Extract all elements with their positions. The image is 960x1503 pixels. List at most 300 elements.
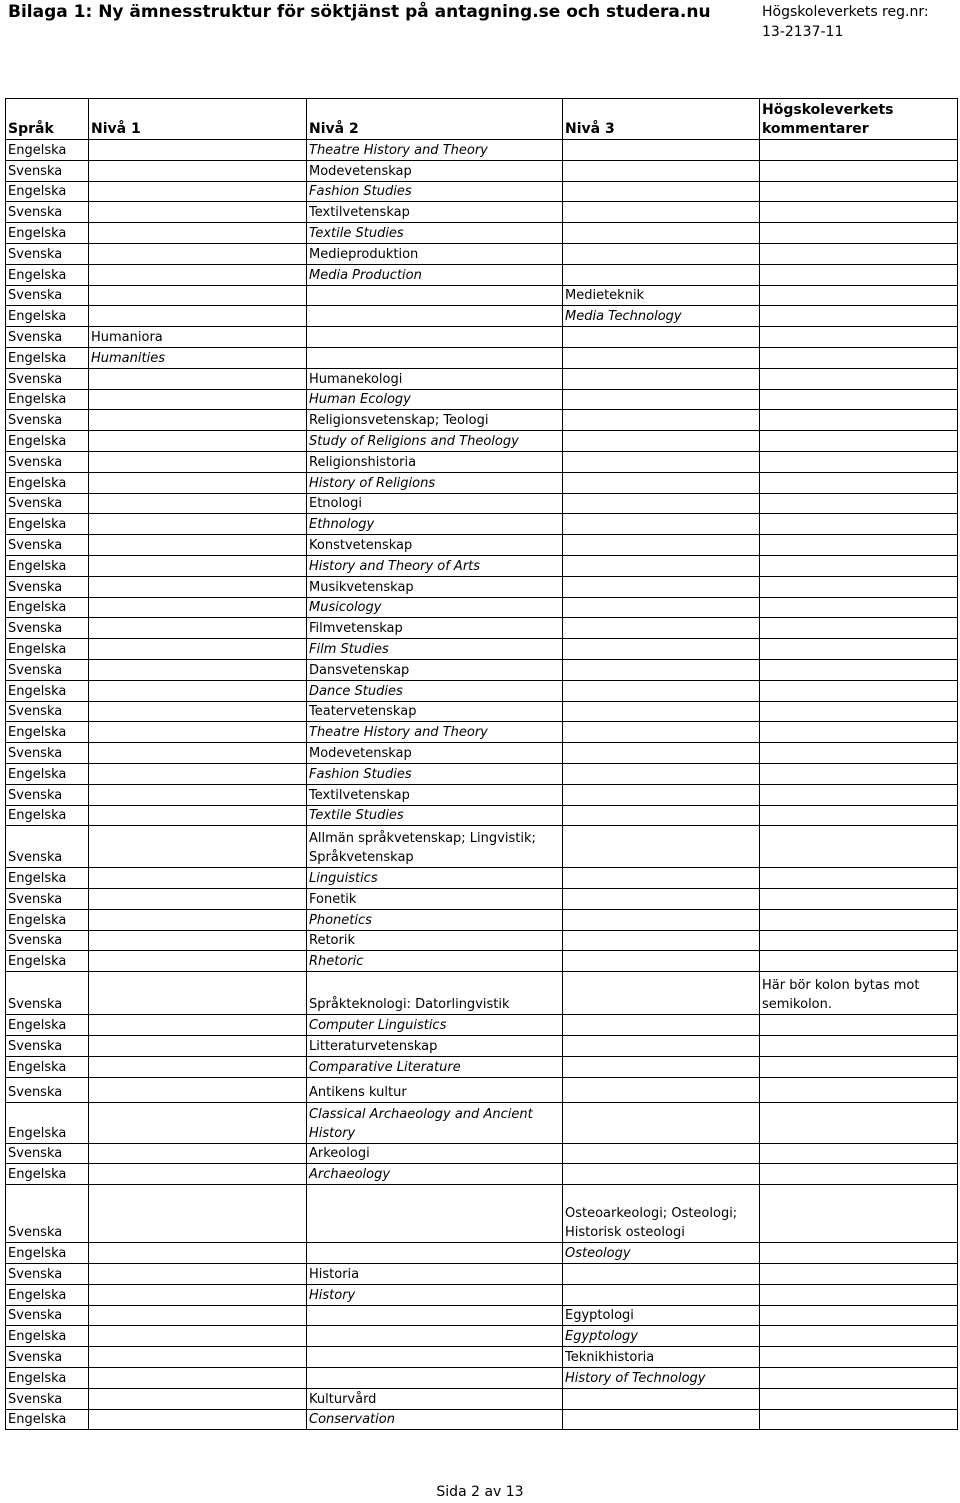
- cell-level-3: [563, 1015, 760, 1036]
- table-row: [6, 202, 958, 223]
- cell-comment: [760, 431, 958, 452]
- subject-structure-table: [5, 98, 958, 1430]
- table-row: [6, 140, 958, 161]
- cell-level-1: [89, 535, 307, 556]
- cell-language: Svenska: [6, 1036, 89, 1057]
- cell-level-2: Kulturvård: [307, 1388, 563, 1409]
- cell-language: Engelska: [6, 1409, 89, 1430]
- cell-level-1: [89, 1102, 307, 1143]
- cell-level-3: [563, 784, 760, 805]
- table-row: [6, 368, 958, 389]
- cell-level-2: Fashion Studies: [307, 181, 563, 202]
- table-row: [6, 493, 958, 514]
- cell-level-2: [307, 1326, 563, 1347]
- cell-level-1: Humaniora: [89, 327, 307, 348]
- cell-level-1: [89, 701, 307, 722]
- cell-level-1: [89, 202, 307, 223]
- table-row: [6, 1264, 958, 1285]
- cell-level-2: Conservation: [307, 1409, 563, 1430]
- cell-comment: [760, 493, 958, 514]
- cell-language: Svenska: [6, 243, 89, 264]
- cell-level-1: [89, 1185, 307, 1243]
- cell-comment: [760, 410, 958, 431]
- cell-level-1: [89, 1347, 307, 1368]
- table-row: [6, 535, 958, 556]
- cell-level-1: [89, 1368, 307, 1389]
- cell-level-1: [89, 1284, 307, 1305]
- cell-level-3: [563, 763, 760, 784]
- cell-language: Svenska: [6, 1077, 89, 1102]
- cell-level-3: [563, 1388, 760, 1409]
- cell-language: Engelska: [6, 868, 89, 889]
- cell-level-1: [89, 826, 307, 868]
- cell-level-3: Osteoarkeologi; Osteologi; Historisk osteologi: [563, 1185, 760, 1243]
- table-body: [6, 99, 958, 1430]
- cell-level-1: [89, 472, 307, 493]
- cell-comment: [760, 368, 958, 389]
- cell-comment: [760, 743, 958, 764]
- cell-comment: [760, 243, 958, 264]
- cell-level-3: [563, 202, 760, 223]
- cell-level-1: [89, 743, 307, 764]
- column-header-level-1: Nivå 1: [89, 99, 307, 140]
- table-row: [6, 1164, 958, 1185]
- cell-level-3: [563, 410, 760, 431]
- cell-level-2: Konstvetenskap: [307, 535, 563, 556]
- cell-comment: [760, 826, 958, 868]
- table-row: [6, 680, 958, 701]
- cell-level-1: [89, 659, 307, 680]
- cell-level-1: [89, 160, 307, 181]
- cell-level-3: [563, 597, 760, 618]
- cell-level-3: Teknikhistoria: [563, 1347, 760, 1368]
- table-row: [6, 389, 958, 410]
- cell-comment: [760, 1102, 958, 1143]
- cell-comment: [760, 1347, 958, 1368]
- cell-language: Engelska: [6, 1243, 89, 1264]
- table-row: [6, 1102, 958, 1143]
- cell-level-2: Phonetics: [307, 909, 563, 930]
- cell-comment: [760, 285, 958, 306]
- cell-language: Svenska: [6, 576, 89, 597]
- cell-language: Engelska: [6, 722, 89, 743]
- cell-comment: [760, 327, 958, 348]
- cell-level-2: Fashion Studies: [307, 763, 563, 784]
- cell-level-2: Modevetenskap: [307, 160, 563, 181]
- cell-level-3: [563, 701, 760, 722]
- cell-comment: [760, 805, 958, 826]
- cell-language: Engelska: [6, 181, 89, 202]
- table-row: [6, 722, 958, 743]
- table-row: [6, 285, 958, 306]
- cell-level-2: Study of Religions and Theology: [307, 431, 563, 452]
- table-row: [6, 618, 958, 639]
- table-row: [6, 555, 958, 576]
- cell-comment: [760, 1056, 958, 1077]
- cell-comment: [760, 1368, 958, 1389]
- cell-level-3: Media Technology: [563, 306, 760, 327]
- cell-level-2: [307, 1243, 563, 1264]
- cell-level-1: [89, 514, 307, 535]
- cell-level-3: [563, 826, 760, 868]
- cell-level-2: History of Religions: [307, 472, 563, 493]
- cell-language: Engelska: [6, 140, 89, 161]
- table-row: [6, 743, 958, 764]
- table-row: [6, 805, 958, 826]
- cell-level-2: History: [307, 1284, 563, 1305]
- table-row: [6, 1284, 958, 1305]
- table-row: [6, 972, 958, 1015]
- cell-level-1: [89, 410, 307, 431]
- cell-comment: [760, 639, 958, 660]
- table-row: [6, 1347, 958, 1368]
- cell-comment: [760, 535, 958, 556]
- cell-level-3: [563, 1264, 760, 1285]
- cell-level-1: [89, 1409, 307, 1430]
- cell-language: Svenska: [6, 784, 89, 805]
- cell-level-3: [563, 639, 760, 660]
- cell-comment: [760, 451, 958, 472]
- cell-level-1: [89, 223, 307, 244]
- cell-comment: [760, 951, 958, 972]
- cell-level-1: [89, 368, 307, 389]
- cell-language: Svenska: [6, 1388, 89, 1409]
- table-row: [6, 243, 958, 264]
- table-row: [6, 451, 958, 472]
- table-row: [6, 327, 958, 348]
- cell-level-2: Ethnology: [307, 514, 563, 535]
- cell-level-1: [89, 555, 307, 576]
- cell-level-2: Litteraturvetenskap: [307, 1036, 563, 1057]
- cell-level-1: [89, 431, 307, 452]
- column-header-level-2: Nivå 2: [307, 99, 563, 140]
- table-row: [6, 264, 958, 285]
- table-row: [6, 160, 958, 181]
- cell-level-1: [89, 576, 307, 597]
- registration-number: [762, 2, 929, 42]
- table-row: [6, 1368, 958, 1389]
- cell-level-1: [89, 597, 307, 618]
- cell-comment: [760, 659, 958, 680]
- table-row: [6, 1036, 958, 1057]
- cell-level-1: [89, 680, 307, 701]
- cell-comment: [760, 472, 958, 493]
- column-header-comments: Högskoleverkets kommentarer: [760, 99, 958, 140]
- cell-language: Svenska: [6, 972, 89, 1015]
- cell-level-2: Theatre History and Theory: [307, 140, 563, 161]
- table-row: [6, 784, 958, 805]
- cell-language: Svenska: [6, 659, 89, 680]
- cell-language: Engelska: [6, 639, 89, 660]
- cell-language: Engelska: [6, 951, 89, 972]
- cell-level-2: Teatervetenskap: [307, 701, 563, 722]
- cell-comment: [760, 618, 958, 639]
- cell-level-2: [307, 327, 563, 348]
- registration-label: Högskoleverkets reg.nr:: [762, 4, 929, 20]
- table-row: [6, 1388, 958, 1409]
- cell-language: Svenska: [6, 1185, 89, 1243]
- cell-level-3: [563, 805, 760, 826]
- cell-comment: [760, 868, 958, 889]
- cell-level-3: [563, 243, 760, 264]
- cell-level-2: Musicology: [307, 597, 563, 618]
- cell-language: Engelska: [6, 1164, 89, 1185]
- cell-level-3: [563, 889, 760, 910]
- cell-level-3: [563, 514, 760, 535]
- cell-language: Engelska: [6, 223, 89, 244]
- cell-comment: [760, 1305, 958, 1326]
- table-row: [6, 951, 958, 972]
- cell-level-3: [563, 680, 760, 701]
- cell-level-2: Retorik: [307, 930, 563, 951]
- cell-comment: [760, 1388, 958, 1409]
- column-header-language: Språk: [6, 99, 89, 140]
- cell-comment: [760, 1243, 958, 1264]
- cell-level-3: [563, 868, 760, 889]
- table-row: [6, 889, 958, 910]
- cell-level-1: [89, 1077, 307, 1102]
- cell-language: Engelska: [6, 909, 89, 930]
- cell-level-1: [89, 618, 307, 639]
- cell-language: Engelska: [6, 1102, 89, 1143]
- cell-level-1: [89, 930, 307, 951]
- cell-level-3: [563, 264, 760, 285]
- cell-language: Engelska: [6, 347, 89, 368]
- cell-level-3: [563, 368, 760, 389]
- cell-language: Svenska: [6, 701, 89, 722]
- cell-language: Engelska: [6, 306, 89, 327]
- cell-level-3: [563, 1036, 760, 1057]
- cell-comment: [760, 889, 958, 910]
- cell-level-3: [563, 472, 760, 493]
- cell-language: Engelska: [6, 805, 89, 826]
- cell-comment: Här bör kolon bytas mot semikolon.: [760, 972, 958, 1015]
- cell-language: Svenska: [6, 160, 89, 181]
- cell-level-3: [563, 431, 760, 452]
- cell-language: Svenska: [6, 368, 89, 389]
- table-row: [6, 223, 958, 244]
- cell-level-3: [563, 1056, 760, 1077]
- cell-comment: [760, 202, 958, 223]
- cell-language: Svenska: [6, 618, 89, 639]
- cell-level-2: [307, 1347, 563, 1368]
- cell-language: Engelska: [6, 555, 89, 576]
- cell-level-3: [563, 972, 760, 1015]
- cell-level-3: [563, 555, 760, 576]
- cell-level-3: [563, 327, 760, 348]
- cell-comment: [760, 347, 958, 368]
- cell-level-1: Humanities: [89, 347, 307, 368]
- cell-level-1: [89, 451, 307, 472]
- table-row: [6, 1015, 958, 1036]
- cell-comment: [760, 1015, 958, 1036]
- cell-level-2: Human Ecology: [307, 389, 563, 410]
- cell-level-1: [89, 784, 307, 805]
- cell-level-1: [89, 389, 307, 410]
- table-row: [6, 181, 958, 202]
- cell-language: Engelska: [6, 597, 89, 618]
- cell-comment: [760, 1077, 958, 1102]
- cell-level-3: Osteology: [563, 1243, 760, 1264]
- cell-level-3: [563, 181, 760, 202]
- cell-level-3: [563, 951, 760, 972]
- cell-level-3: [563, 1409, 760, 1430]
- cell-level-2: Rhetoric: [307, 951, 563, 972]
- table-header-row: [6, 99, 958, 140]
- cell-level-2: Antikens kultur: [307, 1077, 563, 1102]
- cell-comment: [760, 701, 958, 722]
- cell-comment: [760, 514, 958, 535]
- cell-language: Engelska: [6, 431, 89, 452]
- cell-level-3: [563, 1102, 760, 1143]
- cell-level-2: Media Production: [307, 264, 563, 285]
- cell-language: Svenska: [6, 451, 89, 472]
- cell-comment: [760, 1164, 958, 1185]
- cell-level-1: [89, 285, 307, 306]
- cell-level-1: [89, 805, 307, 826]
- cell-level-2: Textilvetenskap: [307, 202, 563, 223]
- cell-level-3: [563, 909, 760, 930]
- cell-level-1: [89, 889, 307, 910]
- cell-level-3: [563, 1143, 760, 1164]
- cell-level-1: [89, 1164, 307, 1185]
- table-row: [6, 1409, 958, 1430]
- cell-level-2: Allmän språkvetenskap; Lingvistik; Språkvetenskap: [307, 826, 563, 868]
- table-row: [6, 1305, 958, 1326]
- cell-level-3: [563, 1284, 760, 1305]
- cell-level-2: Computer Linguistics: [307, 1015, 563, 1036]
- cell-level-3: [563, 493, 760, 514]
- table-row: [6, 659, 958, 680]
- cell-level-2: Musikvetenskap: [307, 576, 563, 597]
- cell-language: Engelska: [6, 1284, 89, 1305]
- cell-level-2: Dance Studies: [307, 680, 563, 701]
- cell-level-2: Theatre History and Theory: [307, 722, 563, 743]
- cell-level-3: History of Technology: [563, 1368, 760, 1389]
- cell-level-3: [563, 1077, 760, 1102]
- cell-level-3: Egyptologi: [563, 1305, 760, 1326]
- cell-level-2: Linguistics: [307, 868, 563, 889]
- table-row: [6, 472, 958, 493]
- table-row: [6, 868, 958, 889]
- cell-level-2: Humanekologi: [307, 368, 563, 389]
- cell-level-3: [563, 140, 760, 161]
- cell-level-2: [307, 347, 563, 368]
- cell-level-3: [563, 1164, 760, 1185]
- cell-level-1: [89, 181, 307, 202]
- cell-language: Svenska: [6, 1143, 89, 1164]
- cell-level-1: [89, 722, 307, 743]
- cell-comment: [760, 160, 958, 181]
- table-row: [6, 1056, 958, 1077]
- cell-level-2: Textile Studies: [307, 223, 563, 244]
- cell-level-1: [89, 639, 307, 660]
- cell-language: Engelska: [6, 264, 89, 285]
- cell-level-2: Religionsvetenskap; Teologi: [307, 410, 563, 431]
- cell-level-1: [89, 1243, 307, 1264]
- cell-comment: [760, 763, 958, 784]
- cell-level-2: Språkteknologi: Datorlingvistik: [307, 972, 563, 1015]
- cell-language: Svenska: [6, 493, 89, 514]
- cell-level-3: [563, 389, 760, 410]
- cell-level-3: [563, 659, 760, 680]
- cell-level-2: Arkeologi: [307, 1143, 563, 1164]
- cell-comment: [760, 1409, 958, 1430]
- cell-comment: [760, 140, 958, 161]
- page-number: Sida 2 av 13: [436, 1484, 524, 1500]
- registration-value: 13-2137-11: [762, 24, 844, 40]
- cell-comment: [760, 680, 958, 701]
- cell-level-3: [563, 160, 760, 181]
- table-row: [6, 597, 958, 618]
- cell-level-1: [89, 763, 307, 784]
- cell-level-2: Textilvetenskap: [307, 784, 563, 805]
- cell-comment: [760, 930, 958, 951]
- table-row: [6, 930, 958, 951]
- cell-level-1: [89, 306, 307, 327]
- cell-level-3: [563, 576, 760, 597]
- cell-level-3: [563, 223, 760, 244]
- table-row: [6, 763, 958, 784]
- cell-level-3: [563, 618, 760, 639]
- cell-language: Engelska: [6, 1015, 89, 1036]
- cell-language: Svenska: [6, 535, 89, 556]
- cell-level-3: [563, 743, 760, 764]
- cell-comment: [760, 784, 958, 805]
- cell-level-1: [89, 140, 307, 161]
- cell-language: Svenska: [6, 1264, 89, 1285]
- cell-comment: [760, 181, 958, 202]
- cell-comment: [760, 722, 958, 743]
- cell-comment: [760, 1264, 958, 1285]
- cell-language: Engelska: [6, 514, 89, 535]
- cell-level-3: [563, 451, 760, 472]
- cell-level-3: [563, 930, 760, 951]
- cell-level-2: Filmvetenskap: [307, 618, 563, 639]
- cell-level-1: [89, 493, 307, 514]
- cell-level-1: [89, 1264, 307, 1285]
- document-title: Bilaga 1: Ny ämnesstruktur för söktjänst på antagning.se och studera.nu: [8, 2, 711, 22]
- cell-comment: [760, 1284, 958, 1305]
- cell-level-3: [563, 722, 760, 743]
- column-header-level-3: Nivå 3: [563, 99, 760, 140]
- cell-level-3: [563, 535, 760, 556]
- cell-level-1: [89, 868, 307, 889]
- cell-level-2: Comparative Literature: [307, 1056, 563, 1077]
- table-row: [6, 1143, 958, 1164]
- cell-comment: [760, 1326, 958, 1347]
- cell-level-2: Religionshistoria: [307, 451, 563, 472]
- cell-comment: [760, 389, 958, 410]
- cell-level-1: [89, 1015, 307, 1036]
- cell-language: Engelska: [6, 1326, 89, 1347]
- table-row: [6, 1077, 958, 1102]
- cell-level-2: Textile Studies: [307, 805, 563, 826]
- cell-language: Svenska: [6, 1305, 89, 1326]
- cell-level-2: [307, 1305, 563, 1326]
- table-row: [6, 639, 958, 660]
- table-row: [6, 701, 958, 722]
- cell-language: Svenska: [6, 285, 89, 306]
- table-row: [6, 1326, 958, 1347]
- cell-language: Svenska: [6, 889, 89, 910]
- cell-level-1: [89, 951, 307, 972]
- cell-level-3: [563, 347, 760, 368]
- cell-level-2: Modevetenskap: [307, 743, 563, 764]
- cell-level-1: [89, 1036, 307, 1057]
- cell-level-2: [307, 285, 563, 306]
- cell-level-1: [89, 909, 307, 930]
